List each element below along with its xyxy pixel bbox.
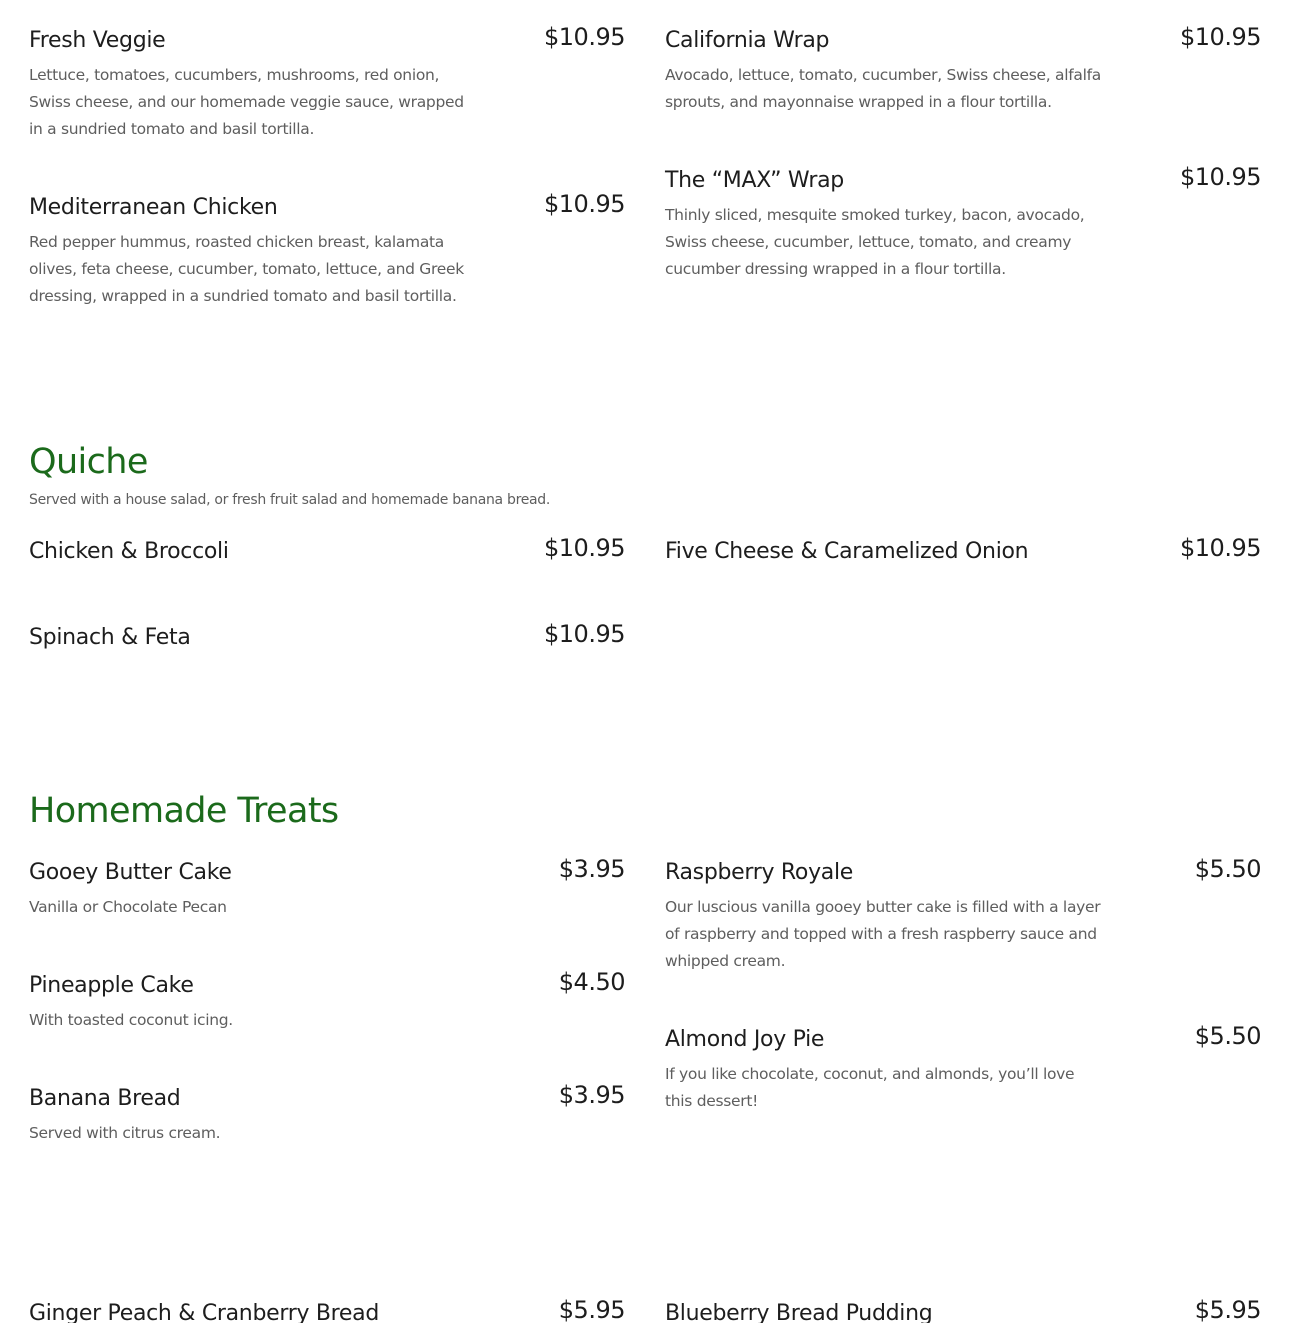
- item-description: Served with citrus cream.: [29, 1124, 221, 1142]
- section-title-homemade-treats: Homemade Treats: [29, 791, 339, 831]
- section-title-quiche: Quiche: [29, 442, 148, 482]
- item-description: Thinly sliced, mesquite smoked turkey, bacon, avocado, Swiss cheese, cucumber, lettuce, tomato, and creamy cucumber dressing wrapped in a flour tortilla.: [665, 206, 1085, 278]
- item-description: Our luscious vanilla gooey butter cake is filled with a layer of raspberry and topped with a fresh raspberry sauce and whipped cream.: [665, 898, 1101, 970]
- item-price: $4.50: [558, 968, 625, 996]
- item-name: Blueberry Bread Pudding: [665, 1301, 933, 1323]
- section-subtitle-quiche: Served with a house salad, or fresh fruit salad and homemade banana bread.: [29, 492, 551, 508]
- item-price: $5.50: [1194, 1022, 1261, 1050]
- item-price: $3.95: [558, 1081, 625, 1109]
- item-name: The “MAX” Wrap: [665, 168, 844, 193]
- item-name: Raspberry Royale: [665, 860, 854, 885]
- item-name: California Wrap: [665, 28, 830, 53]
- item-price: $10.95: [1180, 534, 1261, 562]
- item-price: $5.95: [1194, 1296, 1261, 1323]
- item-price: $5.95: [558, 1296, 625, 1323]
- item-name: Pineapple Cake: [29, 973, 194, 998]
- item-name: Almond Joy Pie: [665, 1027, 825, 1052]
- item-price: $10.95: [1180, 23, 1261, 51]
- item-name: Mediterranean Chicken: [29, 195, 278, 220]
- item-price: $3.95: [558, 855, 625, 883]
- item-price: $10.95: [544, 620, 625, 648]
- item-description: Vanilla or Chocolate Pecan: [29, 898, 227, 916]
- item-name: Five Cheese & Caramelized Onion: [665, 539, 1029, 564]
- item-description: With toasted coconut icing.: [29, 1011, 233, 1029]
- item-price: $5.50: [1194, 855, 1261, 883]
- item-price: $10.95: [544, 534, 625, 562]
- item-name: Fresh Veggie: [29, 28, 166, 53]
- item-name: Banana Bread: [29, 1086, 181, 1111]
- item-price: $10.95: [544, 23, 625, 51]
- item-name: Ginger Peach & Cranberry Bread: [29, 1301, 380, 1323]
- item-description: Lettuce, tomatoes, cucumbers, mushrooms, red onion, Swiss cheese, and our homemade veggie sauce, wrapped in a sundried tomato and basil tortilla.: [29, 66, 464, 138]
- item-description: Red pepper hummus, roasted chicken breast, kalamata olives, feta cheese, cucumber, tomato, lettuce, and Greek dressing, wrapped in a sundried tomato and basil tortilla.: [29, 233, 464, 305]
- item-description: If you like chocolate, coconut, and almonds, you’ll love this dessert!: [665, 1065, 1075, 1110]
- item-name: Spinach & Feta: [29, 625, 191, 650]
- item-name: Chicken & Broccoli: [29, 539, 229, 564]
- item-description: Avocado, lettuce, tomato, cucumber, Swiss cheese, alfalfa sprouts, and mayonnaise wrapped in a flour tortilla.: [665, 66, 1101, 111]
- item-name: Gooey Butter Cake: [29, 860, 232, 885]
- item-price: $10.95: [544, 190, 625, 218]
- item-price: $10.95: [1180, 163, 1261, 191]
